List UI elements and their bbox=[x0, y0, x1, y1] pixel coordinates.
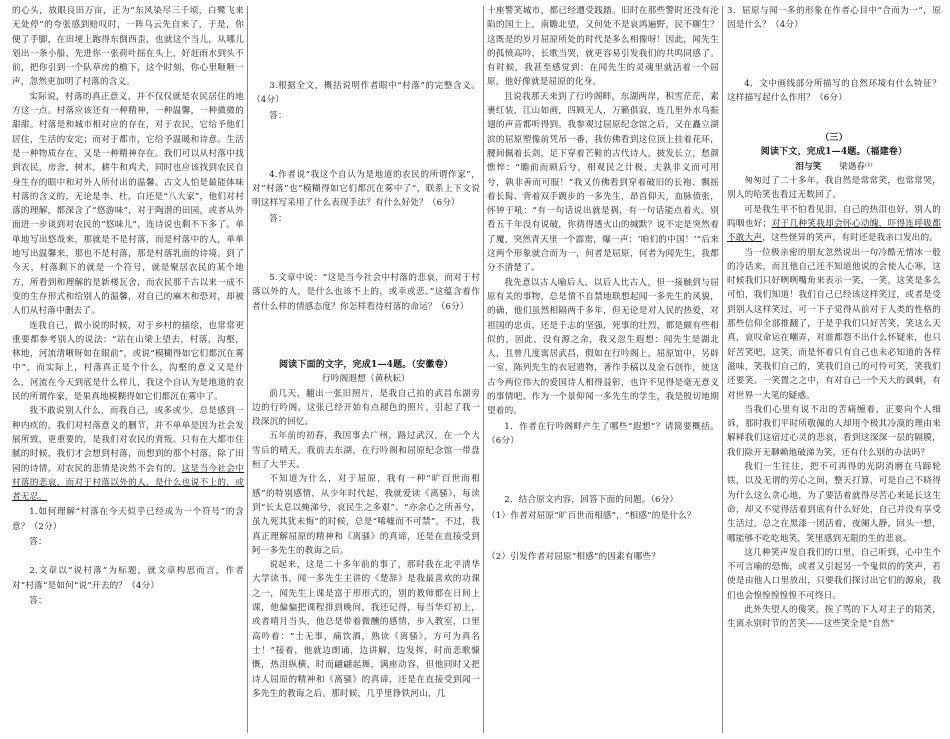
passage-paragraph: 这几种笑声发自我们的口里，自己听到，心中生个不可言喻的恐怖，或者又引起另一个鬼似的的笑声，若使是由他人口里放出，只要我们探讨出它们的源泉，我们也会惶惶惶惶惶不可终日。 bbox=[727, 547, 941, 601]
answer-space[interactable] bbox=[727, 105, 941, 131]
passage-paragraph: 此外失望人的傻笑，挨了骂的下人对主子的陪笑，生离永别时节的苦笑——这些笑全是“自然” bbox=[727, 604, 941, 630]
question-2-part-1: （1）作者对屈原“旷百世而相感”，“相感”的是什么？ bbox=[487, 510, 696, 521]
question-1: 1．作者在行吟阁畔产生了哪些“遐想”？请简要概括。（6分） bbox=[487, 421, 719, 446]
essay-title: 泪与笑 bbox=[795, 161, 822, 172]
passage-paragraph: 五年前的初春，我因事去广州，路过武汉，在一个大雪后的晴天，我前去东湖，在行吟阁和屈原纪念馆一带盘桓了大半天。 bbox=[252, 431, 480, 471]
passage-text: 可是我生平不怕看见泪，自己的热泪也好，别人的呜咽也好； bbox=[727, 204, 941, 229]
question-2-part-2: （2）引发作者对屈原“相感”的因素有哪些？ bbox=[487, 551, 661, 562]
answer-space[interactable] bbox=[12, 549, 244, 563]
passage-paragraph: 不知道为什么，对于屈原，我有一种“旷百世而相感”的特别感情，从少年时代起，我就爱读《离骚》，每读到“长太息以掩涕兮，哀民生之多艰”、“亦余心之所善兮，虽九死其犹未悔”的时候，总是“唏嘘而不可禁”。不过，我真正理解屈原的精神和《离骚》的真谛，还是在直接受到阿一多先生的教诲之后。 bbox=[252, 474, 480, 556]
answer-label: 答： bbox=[29, 595, 47, 606]
passage-paragraph: 前几天，翻出一张旧照片，是我自己拍的武昌东湖旁边的行吟阁。这张已经开始有点褪色的照片，引起了我一段深沉的回忆。 bbox=[252, 388, 480, 428]
answer-label: 答： bbox=[269, 213, 287, 224]
answer-space[interactable] bbox=[252, 4, 480, 78]
passage-text: 我不敢说别人什么，而我自己，或多或少，总是感到一种内疚的，我们对村落意义的删节，并不单单是因为社会发展所致，更重要的，是我们对农民的背叛。只有在大都市住腻的时候，我们才会想到村落，而想到的那个村落，除了田园的诗情，对农民的悲情是决然不会有的。 bbox=[12, 406, 244, 474]
answer-space[interactable] bbox=[252, 314, 480, 358]
answer-space[interactable] bbox=[252, 123, 480, 167]
answer-label: 答： bbox=[269, 110, 287, 121]
section-title: 阅读下文，完成1—4题。（福建卷） bbox=[760, 147, 908, 158]
passage-paragraph: 当我们心里有说不出的苦痛缠着，正要向个人细诉，那时我们平时所敬佩的人却用个极其冷漠的理由来解释我们这宿过心灵的悲哀，看到这深深一层的隔膜，我们除开无聊赖地破涕为笑，还有什么别的办法吗？ bbox=[727, 404, 941, 458]
question-3: 3.根据全文，概括说明作者眼中“村落”的完整含义。（4分） bbox=[252, 81, 480, 106]
column-3 bbox=[487, 4, 719, 735]
column-1 bbox=[12, 4, 244, 735]
passage-title: 行吟阁遐想（黄秋耘） bbox=[322, 374, 410, 385]
question-2: 2.文章以“说村落”为标题，就文章构思而言，作者对“村落”是如何“说”开去的？（4分） bbox=[12, 566, 244, 591]
column-divider bbox=[722, 6, 723, 733]
question-5: 5.文章中说：“这是当今社会中村落的悲哀，而对于村落以外的人，是什么也该不上的，或幸或悲。”这蕴含着作者什么样的情感态度？你怎样看待村落的命运？（6分） bbox=[252, 273, 480, 312]
passage-paragraph: 我们一生往往，把不可再得的光阴消磨在马蹄轮铁，以及无谓的劳心之间，整天打算，可是自己不晓得为什么这么贪心地，为了要活着就得尽苦心来延长这生命，却又不觉得活着到底有什么好处，自己并没有享受生活过，总之在黑漆一团活着，夜阑人静，回头一想，哪能够不吃吃地笑，笑里感到无限的生的悲哀。 bbox=[727, 462, 941, 544]
column-divider bbox=[483, 6, 484, 733]
passage-paragraph: 且说我那天来到了行吟阁畔，东湖两岸，积雪茫茫，素裹红装，江山如画，四顾无人，万籁俱寂，连几里外水鸟振翅的声音都听得到。我参观过屈原纪念馆之后，又在矗立湖滨的屈原塑像前凭吊一番，我仿佛看到这位顶上挂着花环，腰间佩着长剑，足下穿着芒鞋的古代诗人，披发长立，愁颜憔悴：“瞻前而顾后兮，相观民之计极，夫孰非义而可用兮，孰非善而可服！”我又仿佛看到穿着破旧的长袍、飘摇着长髯、背着双手踱步的一多先生，昂首仰天，血脉偾张，怀钟于吼：“有一句话说出就是祸，有一句话能点着火。别看五千年没有说破，你猜得透火山的缄默？说不定是突然着了魔，突然青天里一个霹雳，爆一声：‘咱们的中国！’”后来这两个形象就合而为一，何者是屈原，何者为闻先生，我都分不清楚了。 bbox=[487, 91, 719, 274]
passage-paragraph: 连我自己，做小说的时候，对于乡村的描绘，也常常更重要都参考别人的说法：“站在山梁上望去，村落，沟壑，林地，河流清晰呀如在眼前”，或说“模糊得如它们都沉在雾中”，而实际上，村落真正是个什么，沟壑的意义又是什么，河流在今天到底是什么样儿，我这个自认为是地道的农民的所谓作家，是果真地模糊得如它们都沉在雾中了。 bbox=[12, 320, 244, 403]
passage-paragraph bbox=[727, 203, 941, 246]
question-2: 2．结合原文内容，回答下面的问题。（6分） bbox=[504, 495, 679, 506]
passage-paragraph: 说起来，这是二十多年前的事了，那时我在北平清华大学读书，闻一多先生主讲的《楚辞》是我最喜欢的功课之一，闻先生上课是富于形形式的，别的教师都在日间上课，他偏偏把课程排到晚间，我还记得，每当华灯初上，或者晴月当头，他总是带着微醺的感情，步入教室，口里高吟着：“士无事，痛饮酒，熟读《离骚》，方可为真名士！”接着，他就边朗诵，边讲解，边发挥，时而悲歌慷慨，热泪纵横，时而翩翩起舞，满座动容，但他同时又把诗人屈原的精神和《离骚》的真谛，还是在直接受到闻一多先生的教诲之后。那时候，几乎里铮铁河山，几 bbox=[252, 560, 480, 699]
answer-space[interactable] bbox=[487, 448, 719, 492]
answer-space[interactable] bbox=[252, 226, 480, 270]
underlined-sentence: 这是当今社会中村落的悲哀，而对于村落以外的人，是什么也说不上的，或者无忍。 bbox=[12, 463, 244, 503]
question-4: 4.作者说“我这个自认为是地道的农民的所谓作家”，对“村落”也“模糊得如它们都沉在雾中了”，联系上下文说明这样写采用了什么表现手法？有什么好处？（6分） bbox=[252, 169, 480, 209]
underlined-sentence: 对于几种笑我却会怀心动魄，吓得连呼吸都不敢大声 bbox=[727, 218, 941, 244]
question-3: 3．屈原与闻一多的形象在作者心目中“合而为一”，原因是什么？（4分） bbox=[727, 6, 941, 31]
column-divider bbox=[247, 6, 248, 733]
column-2 bbox=[252, 4, 480, 735]
passage-paragraph: 实际说，村落的真正意义，并不仅仅就是农民居住的地方这一点。村落应该还有一种精神，一种温馨，一种微微的甜甜。村落是和城市相对应的存在，对于农民，它给予他们居住，生活的安定；而对于都市，它给予温暖和诗意。生活是一种物质存在，又是一种精神存在。我们可以从村落中找到农民，房舍，树木，耕牛和鸡犬，同时也应该找到农民自身生存的眼中和对外人所付出的温馨。古文人怕是最能体味村落的含义的，无论是李、杜，白还是“八大家”，他们对村落的理解，都深含了“悠游味”，对于陶潜的田园，或者从外面进一步谈到对农民的“悠味儿”，连诗说也剩不下多了。单单地写出悠哉来，那就是不是村落，而是村落中的人，单单地写出温馨来，那也不是村落，那是村落乳面的诗境。到了今天，村落剩下的就是一个符号，就是聚居农民的某个地方，所看到和理解的是新楼瓦舍，而农民那千古以来一成不变的生存形式和给别人的温馨，对自己的麻木和恐对，却被人们从村落中删去了。 bbox=[12, 91, 244, 317]
column-4 bbox=[727, 4, 941, 735]
section-number: （三） bbox=[820, 133, 848, 144]
passage-paragraph bbox=[12, 404, 244, 504]
section-title: 阅读下面的文字，完成1—4题。（安徽卷） bbox=[278, 359, 454, 370]
passage-paragraph: 的心头，放眼良田万亩，正为“东风染尽三千顷，白鹭飞来无处停”的夸张感到赔叹时，一阵乌云先自来了，于是，你便了手脚，在田埂上跑得东倒西歪，也就这个当儿，从哪儿划出一条小船，先进你一张荷叶摇在头上，好赶雨水到头不前，把你引到一个队草房的檐下，这个时刻，你心里咂咂一声，忽然更加明了村落的含义。 bbox=[12, 6, 244, 88]
passage-paragraph: 当一位极亲密的朋友忽然说出一句冷酷无情冰一般的冷话来，而且他自己还不知道他说的会使人心寒，这时候我们只好咧咧嘴角来表示一笑，一笑，这笑是多么可怕，我们知道！我们自己已经该这样笑过，或者是受到别人这样笑过，可一下子觉得从前对于人类的性格的那些信仰全部推翻了，于是乎我们只好苦笑，笑这么天真，哀叹命运在嘲弄，对谁都怨不出什么怀疑来，也只好苦笑吧，这笑，而是怀着只有自己也未必知道的各样滋味，笑我们自己的，笑我们自己的可怜可笑，笑我们还要笑。一笑置之之中，有对自己一个天大的讽刺，有对世界一大笔的疑惑。 bbox=[727, 247, 941, 401]
passage-paragraph: 我先意以古人喻后人，以后人比古人，但一接触到与屈原有关的事物，总是情不自禁地联想起闻一多先生的风貌，的确，他们虽然相隔两千多年，但无论是对人民的热爱，对祖国的忠贞，还是千志的坚强，死事的壮烈，都是颇有些相似的，因此，没有源之余，我又忽生遐想：闻先生是湖北人，且曾几度寓居武昌，假如在行吟阁上，屈原馆中，另辟一室，陈列先生的衣冠遗物，著作手稿以及金石创作，使这古今两位伟大的爱国诗人相得益彰，也许不见得是毫无意义的事情吧。作为一个景仰闻一多先生的学生，我是殷切地期望着的。 bbox=[487, 277, 719, 417]
essay-author: 梁遇春⁽¹⁾ bbox=[839, 161, 873, 172]
question-1: 1.如何理解“村落在今天似乎已经成为一个符号”的含意？（2分） bbox=[12, 507, 244, 532]
answer-space[interactable] bbox=[487, 523, 719, 549]
question-4: 4．文中画线部分所描写的自然环境有什么特征？这样描写起什么作用？（6分） bbox=[727, 78, 941, 103]
essay-heading bbox=[727, 160, 941, 174]
answer-label: 答： bbox=[29, 536, 47, 547]
passage-paragraph: 匆匆过了二十多年，我自然是常常笑，也常常哭，别人的哈笑也看过无数回了。 bbox=[727, 176, 941, 201]
passage-text: ，这些怪异的笑声，有时还是我亲口发出的。 bbox=[762, 233, 939, 244]
passage-paragraph: 十座警笑城市，都已经遭受践踏。旧时在那些警时还没有沦陷的国土上，南瞻北望，又何处不是哀鸿遍野，民不聊生？这既是的岁月屈原所处的时代是多么相像呀！因此，闻先生的孤愤高吟，长歌当哭，就更容易引发我们的共鸣同感了。有时候，我甚至感觉到：在闻先生的灵魂里就活着一个屈原，他好像就是屈原的化身。 bbox=[487, 6, 719, 88]
answer-space[interactable] bbox=[727, 33, 941, 77]
